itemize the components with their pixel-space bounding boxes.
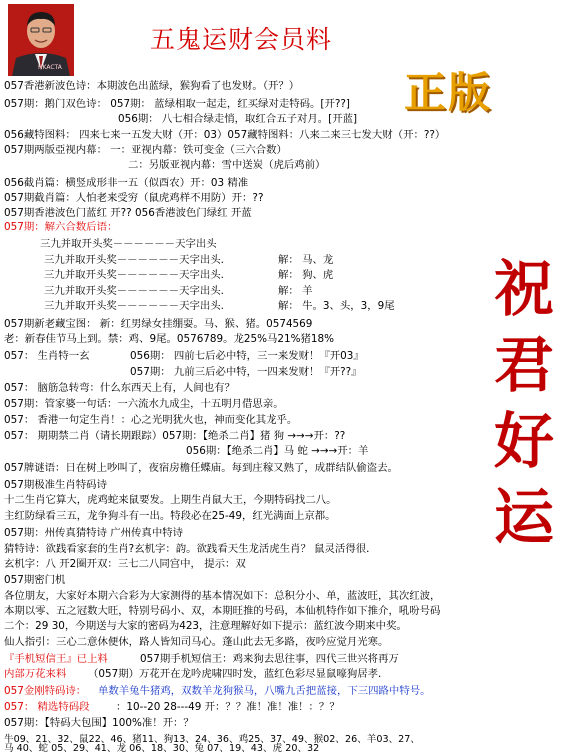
text-line: 解： 牛。3、头，3，9尾	[278, 300, 395, 312]
text-line: 马 40、蛇 05、29、41、龙 06、18、30、兔 07、19、43、虎 20、32	[4, 743, 320, 754]
text-line: 玄机字：八 开2圈开双：三七二八同宫中， 提示：双	[4, 558, 246, 570]
text-line: 057香港新波色诗：本期波色出蓝绿，猴狗看了也发财。（开？）	[4, 80, 300, 92]
photo-caption: HKACTA	[38, 64, 62, 71]
text-line: 老：新春佳节马上到。禁：鸡、9尾。0576789。龙25%马21%猪18%	[4, 333, 334, 345]
text-line: 057期：鹅门双色诗： 057期： 蓝绿相取一起走，红买绿对走特码。[开??]	[4, 98, 350, 110]
text-line: 二：另版亚视内幕：雪中送炭（虎后鸡前）	[128, 159, 326, 171]
slogan-char: 运	[494, 483, 554, 553]
text-line: 『手机短信王』已上料	[4, 653, 108, 665]
text-line: 各位朋友，大家好本期六合彩为大家测得的基本情况如下：总积分小、单，蓝波旺，其次红波，	[4, 590, 441, 602]
text-line: 057期：【特码大包围】100%准！开：？	[4, 717, 194, 729]
vertical-slogan	[486, 252, 562, 556]
authentic-badge: 正版	[404, 68, 493, 117]
text-line: 三九并取开头奖－－－－－－天字出头.	[44, 254, 224, 266]
text-line: 057期极准生肖特码诗	[4, 479, 107, 491]
text-line: 三九并取开头奖－－－－－－天字出头	[40, 238, 217, 250]
text-line: 056期： 八七相合绿走悄，取红合五子对月。[开蓝]	[118, 113, 358, 125]
text-line: 057牌谜语：日在树上吵叫了，夜宿房檐任蝶庙。每到庄稼又熟了，成群结队偷盗去。	[4, 462, 398, 474]
text-line: 牛09、21、32、鼠22、46、猪11、狗13、24、36、鸡25、37、49、猴02、26、羊03、27、	[4, 734, 420, 745]
text-line: 057期新老藏宝图： 新：红男绿女挂绷耍。马、猴、猪。0574569	[4, 318, 313, 330]
avatar-photo	[8, 4, 74, 76]
text-line: 本期以零、五之冠数大旺，特别号码小、双，本期旺推的号码，本仙机特作如下推介，吼吩号码	[4, 605, 441, 617]
text-line: 057期：解六合数后语：	[4, 221, 118, 233]
text-line: 单数羊兔牛猪鸡，双数羊龙狗猴马，八嘴九舌把蓝接，下三四路中特号。	[98, 685, 431, 697]
text-line: （057期）万花开在龙吟虎啸四时发，蓝红色彩尽显鼠嚎狗居孝．	[88, 668, 389, 680]
text-line: 057期两版亞视内幕： 一：亚视内幕：铁可变金（三六合数）	[4, 144, 287, 156]
slogan-char: 祝	[494, 255, 554, 325]
text-line: 057： 精选特码段	[4, 701, 90, 713]
text-line: 三九并取开头奖－－－－－－天字出头.	[44, 285, 224, 297]
text-line: 056期：【绝杀二肖】马 蛇 →→→开：羊	[186, 445, 369, 457]
text-line: 057期截肖篇：人怕老来受穷（鼠虎鸡样不用防）开：??	[4, 192, 264, 204]
text-line: 057期：管家婆一句话：一六流水九成尘，十五明月借思亲。	[4, 398, 284, 410]
text-line: 057： 香港一句定生肖！：心之光明犹火也，神而变化其龙乎。	[4, 414, 298, 426]
text-line: 057期手机短信王：鸡来狗去思往事，四代三世兴将再万	[140, 653, 399, 665]
text-line: 056期： 四前七后必中特，三一来发财！『开03』	[130, 350, 364, 362]
text-line: 057： 生肖特一玄	[4, 350, 90, 362]
text-line: 057期香港波色门蓝红 开?? 056香港波色门绿红 开蓝	[4, 207, 252, 219]
text-line: 057： 期期禁二肖（请长期跟踪）057期：【绝杀二肖】猪 狗 →→→开：??	[4, 430, 346, 442]
text-line: 057期：州传真猜特诗 广州传真中特诗	[4, 527, 183, 539]
slogan-char: 君	[494, 331, 554, 401]
text-line: 解： 羊	[278, 285, 313, 297]
text-line: 十二生肖它算大，虎鸡蛇来鼠要发。上期生肖鼠大王，今期特码找二八。	[4, 494, 337, 506]
text-line: 猜特诗：欲践看家套的生肖?玄机字：韵。欲践看天生龙活虎生肖？ 鼠灵活得很．	[4, 543, 377, 555]
text-line: 056藏特图料： 四来七来一五发大财（开：03）057藏特图料：八来二来三七发大财（开：??）	[4, 129, 446, 141]
text-line: 057期密门机	[4, 574, 66, 586]
text-line: 主红防绿看三五，龙争狗斗有一出。特段必在25-49，红光满面上京都。	[4, 510, 336, 522]
text-line: 057： 脑筋急转弯：什么东西天上有，人间也有？	[4, 382, 235, 394]
text-line: 解： 狗、虎	[278, 269, 334, 281]
text-line: 内部万花来料	[4, 668, 67, 680]
page-title: 五鬼运财会员料	[150, 25, 333, 54]
text-line: 056截肖篇：横竖成形非一五（似酉农）开：03 精准	[4, 177, 249, 189]
text-line: ：10--20 28---49 开：？？准！准！准！：？？	[116, 701, 340, 713]
text-line: 解： 马、龙	[278, 254, 334, 266]
text-line: 057期： 九前三后必中特，一四来发财！『开??』	[130, 366, 362, 378]
text-line: 仙人指引：三心二意休便休，路人皆知司马心。蓬山此去无多路，夜吟应觉月光寒。	[4, 636, 389, 648]
slogan-char: 好	[494, 407, 554, 477]
text-line: 057金刚特码诗：	[4, 685, 87, 697]
text-line: 二个：29 30，今期送与大家的密码为423，注意理解好如下提示：蓝红波今期来中奖。	[4, 620, 407, 632]
text-line: 三九并取开头奖－－－－－－天字出头.	[44, 269, 224, 281]
text-line: 三九并取开头奖－－－－－－天字出头.	[44, 300, 224, 312]
